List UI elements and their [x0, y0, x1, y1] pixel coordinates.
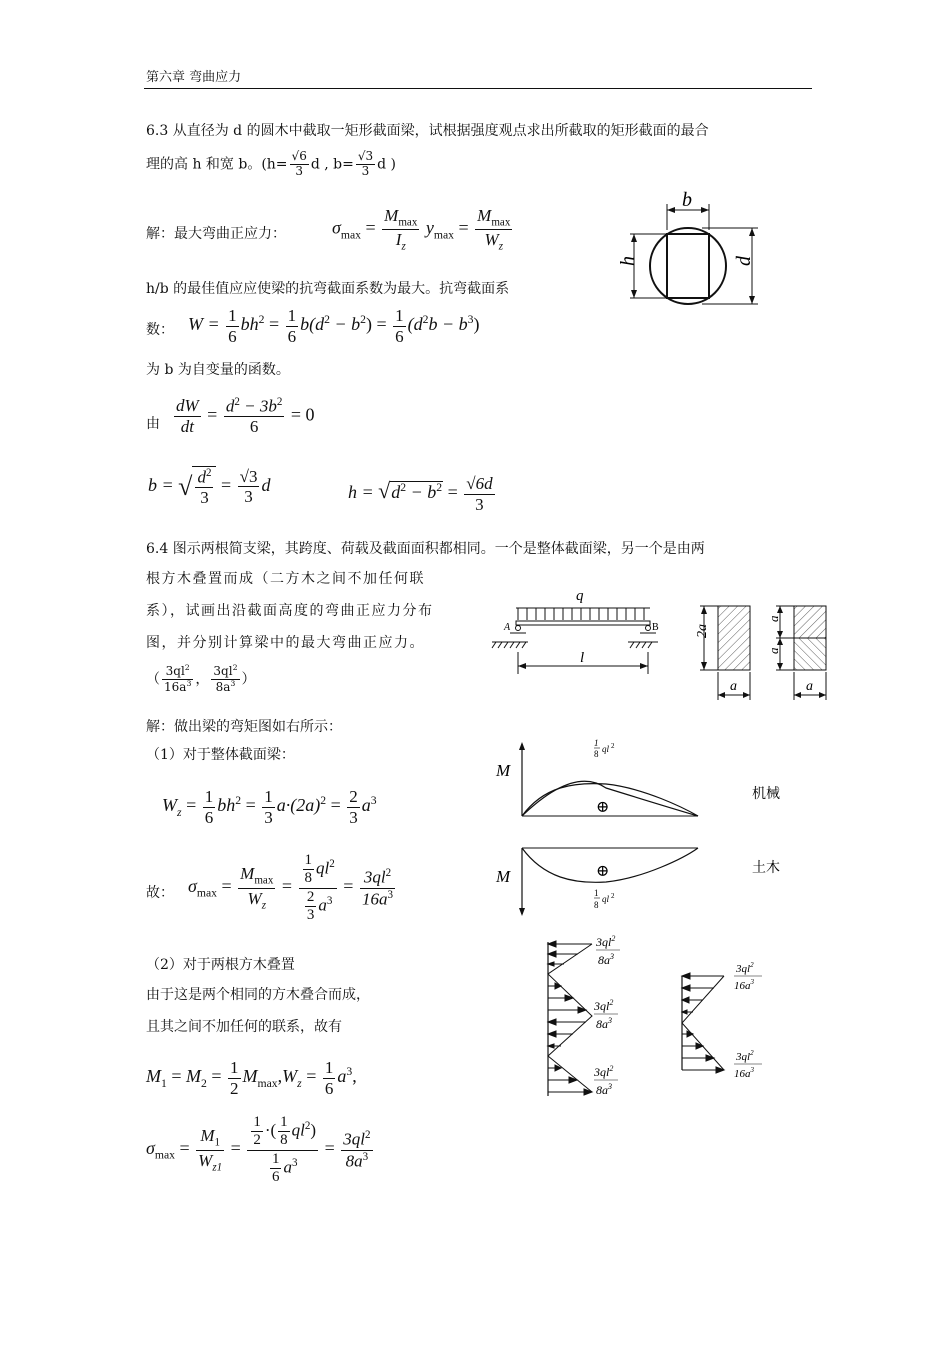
load-q-label: q: [576, 588, 584, 604]
stress-label-mid-den: $8a^3$: [596, 1016, 612, 1031]
dim-h-label: h: [617, 256, 639, 266]
moment-curve-top: [522, 781, 698, 816]
circular-log-outline: [650, 228, 726, 304]
solid-section: [718, 606, 750, 670]
chapter-header: 第六章 弯曲应力: [146, 70, 242, 85]
moment-plus-bottom: ⊕: [596, 863, 610, 880]
problem-6-3-line1: 6.3 从直径为 d 的圆木中截取一矩形截面梁，试根据强度观点求出所截取的矩形截面的最合: [146, 123, 709, 139]
stress-label-top-den: $8a^3$: [598, 952, 614, 967]
inscribed-rectangle: [667, 234, 709, 298]
solution-6-4: 解：做出梁的弯矩图如右所示：: [146, 719, 342, 735]
label-gu: 故：: [146, 885, 174, 901]
stress-distribution-solid: [670, 958, 780, 1086]
header-rule: [144, 88, 812, 89]
label-shu: 数：: [146, 322, 174, 338]
moment-axis-label-top: M: [496, 761, 511, 780]
stress-solid-top-num: $3ql^2$: [736, 961, 754, 975]
label-jixie: 机械: [752, 787, 780, 802]
dim-a-label-lower: a: [766, 647, 781, 654]
line-variable-function: 为 b 为自变量的函数。: [146, 362, 290, 378]
beam-body: [516, 621, 650, 625]
moment-plus-top: ⊕: [596, 799, 610, 816]
moment-bottom-value-num: 1: [594, 888, 599, 898]
problem-6-4-line2: 根方木叠置而成（二方木之间不加任何联: [146, 571, 425, 587]
problem-6-4-line1: 6.4 图示两根简支梁，其跨度、荷载及截面面积都相同。一个是整体截面梁，另一个是由两: [146, 541, 705, 557]
m1-m2-formula: $M_1 = M_2$ = $\frac{1}{2}$ $M_{max},W_z$ = $\frac{1}{6}$ $a^3$,: [146, 1058, 357, 1098]
span-l-label: l: [580, 650, 585, 666]
line-hb-optimal: h/b 的最佳值应应使梁的抗弯截面系数为最大。抗弯截面系: [146, 281, 510, 297]
dim-b-label: b: [682, 189, 692, 211]
label-tumu: 土木: [752, 861, 780, 876]
dim-d-label: d: [733, 256, 755, 266]
derivative-equation: $\frac{dW}{dt}$ = $\frac{d^2 - 3b^2}{6}$ = 0: [176, 396, 315, 437]
b-solution-formula: b = √ $\frac{d^2}{3}$ = $\frac{√3}{3}$ d: [148, 466, 271, 508]
dim-a-label-left: a: [730, 679, 737, 694]
distributed-load-arrows: [518, 608, 644, 620]
stress-distribution-stacked: [536, 934, 636, 1104]
bending-moment-diagram: [494, 736, 804, 926]
stress-solid-bot-den: $16a^3$: [734, 1066, 754, 1080]
stress-label-bot-num: $3ql^2$: [594, 1064, 614, 1079]
stress-solid-top-den: $16a^3$: [734, 978, 754, 992]
support-a-pin: [516, 626, 521, 631]
moment-top-value-num: 1: [594, 738, 599, 748]
dim-a-label-upper: a: [766, 615, 781, 622]
sigma-solid-formula: $\sigma_{max}$ = $\frac{M_{max}}{W_z}$ = $\frac{1}{8}$ $ql^2$ $\frac{2}{3}$ $a^3$ = $\frac{3ql^2}{16a^3}$: [188, 852, 393, 923]
moment-bottom-value-ql: ql: [602, 894, 610, 904]
moment-curve-bottom: [522, 848, 698, 882]
svg-text:2: 2: [611, 892, 615, 900]
problem-6-4-answer: （ $\frac{3ql^2}{16a^3}$ ， $\frac{3ql^2}{8a^3}$ ）: [146, 663, 256, 694]
case2-line3: 且其之间不加任何的联系，故有: [146, 1019, 342, 1035]
h-solution-formula: $h = √d^2 - b^2$ = $\frac{√6d}{3}$: [348, 474, 493, 514]
stress-solid-bot-num: $3ql^2$: [736, 1049, 754, 1063]
case2-title: （2）对于两根方木叠置: [146, 957, 295, 973]
moment-bottom-value-den: 8: [594, 900, 599, 910]
cross-sections-figure: [684, 600, 832, 706]
stress-label-bot-den: $8a^3$: [596, 1082, 612, 1097]
wz-solid-formula: $W_z$ = $\frac{1}{6}$ $bh^2$ = $\frac{1}{3}$ $a\cdot(2a)^2$ = $\frac{2}{3}$ $a^3$: [162, 787, 377, 827]
problem-6-4-line4: 图，并分别计算梁中的最大弯曲正应力。: [146, 635, 425, 651]
label-you: 由: [146, 416, 160, 432]
moment-axis-label-bottom: M: [496, 867, 511, 886]
sigma-stacked-formula: $\sigma_{max}$ = $\frac{M_1}{W_{z1}}$ = $\frac{1}{2}$ ·( $\frac{1}{8}$ $ql^2$) $\frac{1}{6}$ $a^3$ = $\frac{3ql^2}{8a^3}$: [146, 1114, 371, 1185]
section-modulus-formula: W = $\frac{1}{6}$ $bh^2$ = $\frac{1}{6}$ $b(d^2 - b^2)$ = $\frac{1}{6}$ $(d^2b - b^3)$: [188, 306, 480, 346]
problem-6-4-line3: 系），试画出沿截面高度的弯曲正应力分布: [146, 603, 434, 619]
simply-supported-beam-figure: [488, 586, 668, 682]
svg-text:2: 2: [611, 742, 615, 750]
sigma-max-formula: $\sigma_{max}$ = $\frac{M_{max}}{I_z}$ $y_{max}$ = $\frac{M_{max}}{W_z}$: [332, 206, 511, 253]
support-b-pin: [646, 626, 651, 631]
stress-label-top-num: $3ql^2$: [596, 934, 616, 949]
support-a-label: A: [504, 622, 511, 633]
stacked-section-bottom: [794, 638, 826, 670]
dim-2a-label: 2a: [695, 624, 710, 638]
circle-section-figure: [612, 188, 772, 308]
moment-top-value-ql: ql: [602, 744, 610, 754]
stacked-section-top: [794, 606, 826, 638]
case2-line2: 由于这是两个相同的方木叠合而成，: [146, 987, 370, 1003]
solution-label-6-3: 解：最大弯曲正应力：: [146, 226, 286, 242]
dim-a-label-right: a: [806, 679, 813, 694]
moment-top-value-den: 8: [594, 749, 599, 759]
support-b-label: B: [652, 622, 659, 633]
problem-6-3-line2: 理的高 h 和宽 b。(h= $\frac{√6}{3}$ d , b= $\frac{√3}{3}$ d ): [146, 149, 396, 178]
stress-label-mid-num: $3ql^2$: [594, 998, 614, 1013]
case1-title: （1）对于整体截面梁：: [146, 747, 295, 763]
